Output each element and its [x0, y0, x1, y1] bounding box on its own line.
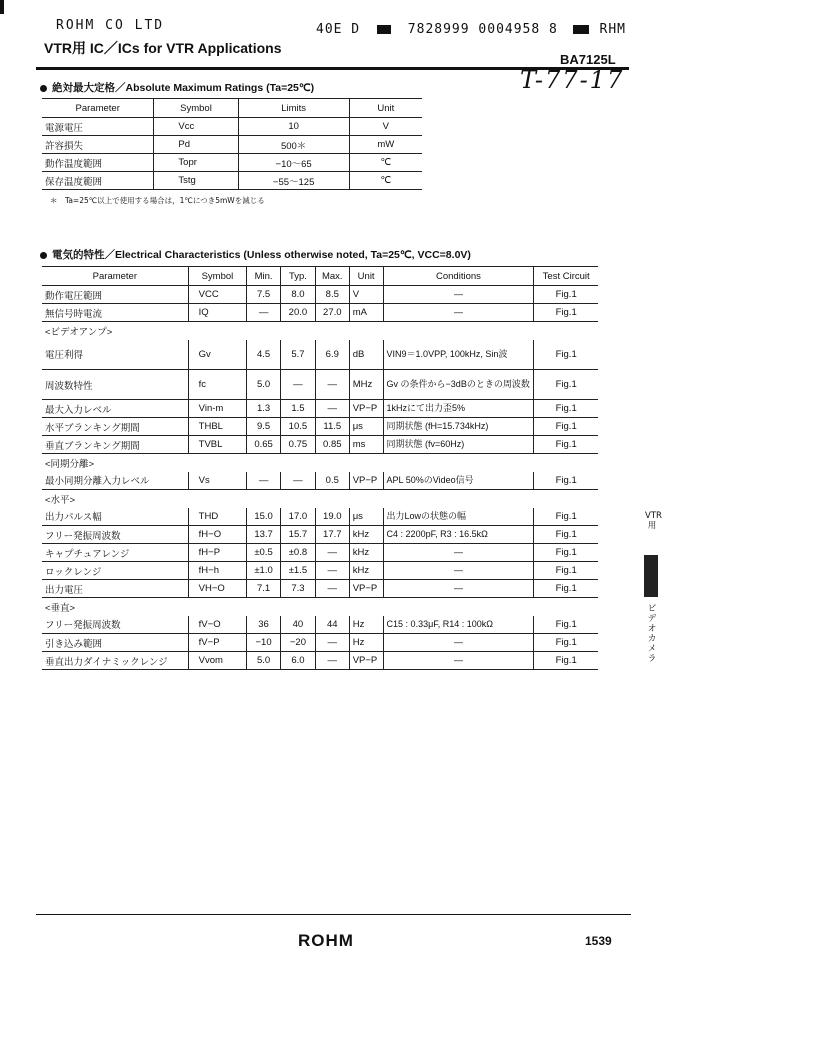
subheading: <ビデオアンプ>	[45, 326, 113, 338]
cell-symbol: fH−O	[188, 526, 246, 544]
cell-conditions: —	[383, 652, 534, 670]
header-code	[316, 22, 626, 37]
cell-conditions: VIN9＝1.0VPP, 100kHz, Sin波	[383, 340, 534, 370]
cell-symbol: Vin-m	[188, 400, 246, 418]
cell-unit: mA	[349, 304, 383, 322]
cell-param: 出力電圧	[42, 580, 188, 598]
cell-typ: ±0.8	[280, 544, 315, 562]
cell-conditions: Gv の条件から−3dBのときの周波数	[383, 370, 534, 400]
cell-max: —	[315, 544, 349, 562]
table-row	[42, 172, 422, 190]
cell-limit: −10〜65	[238, 154, 349, 172]
cell-param: 周波数特性	[42, 370, 188, 400]
cell-unit: ℃	[349, 154, 422, 172]
cell-unit: V	[349, 286, 383, 304]
col-header: Limits	[238, 99, 349, 118]
table-subheading-row	[42, 598, 598, 616]
abs-max-table	[42, 98, 422, 190]
table-row	[42, 562, 598, 580]
cell-param: 垂直出力ダイナミックレンジ	[42, 652, 188, 670]
header-code-2: 7828999 0004958 8	[407, 22, 558, 37]
cell-min: 5.0	[247, 652, 281, 670]
elec-section-title	[40, 247, 471, 262]
cell-conditions: 出力Lowの状態の幅	[383, 508, 534, 526]
cell-symbol: fc	[188, 370, 246, 400]
cell-max: 27.0	[315, 304, 349, 322]
table-row	[42, 418, 598, 436]
table-row	[42, 340, 598, 370]
cell-test-circuit: Fig.1	[534, 508, 598, 526]
table-row	[42, 472, 598, 490]
table-row	[42, 400, 598, 418]
page-number: 1539	[585, 934, 612, 948]
cell-symbol: TVBL	[188, 436, 246, 454]
cell-unit: VP−P	[349, 652, 383, 670]
cell-unit: V	[349, 118, 422, 136]
cell-symbol: THD	[188, 508, 246, 526]
cell-param: 引き込み範囲	[42, 634, 188, 652]
cell-symbol: Vvom	[188, 652, 246, 670]
cell-min: 1.3	[247, 400, 281, 418]
cell-typ: 6.0	[280, 652, 315, 670]
cell-unit: μs	[349, 508, 383, 526]
cell-typ: ±1.5	[280, 562, 315, 580]
cell-test-circuit: Fig.1	[534, 544, 598, 562]
cell-unit: VP−P	[349, 472, 383, 490]
table-row	[42, 580, 598, 598]
cell-conditions: APL 50%のVideo信号	[383, 472, 534, 490]
rohm-logo: ROHM	[298, 931, 354, 950]
cell-test-circuit: Fig.1	[534, 286, 598, 304]
cell-symbol: Pd	[154, 136, 238, 154]
cell-symbol: Vcc	[154, 118, 238, 136]
col-header: Test Circuit	[534, 267, 598, 286]
cell-conditions: 1kHzにて出力歪5%	[383, 400, 534, 418]
cell-test-circuit: Fig.1	[534, 580, 598, 598]
cell-param: 最大入力レベル	[42, 400, 188, 418]
bullet-icon	[40, 252, 47, 259]
cell-symbol: VH−O	[188, 580, 246, 598]
cell-conditions: C15 : 0.33μF, R14 : 100kΩ	[383, 616, 534, 634]
cell-min: 36	[247, 616, 281, 634]
cell-min: 0.65	[247, 436, 281, 454]
cell-param: 垂直ブランキング期間	[42, 436, 188, 454]
table-row	[42, 136, 422, 154]
cell-min: 13.7	[247, 526, 281, 544]
table-row	[42, 616, 598, 634]
header-rhm: RHM	[599, 22, 626, 37]
cell-param: キャプチュアレンジ	[42, 544, 188, 562]
black-block-2	[573, 25, 589, 34]
cell-max: 11.5	[315, 418, 349, 436]
cell-symbol: fV−P	[188, 634, 246, 652]
scan-mark	[0, 0, 4, 14]
cell-conditions: —	[383, 580, 534, 598]
cell-symbol: fV−O	[188, 616, 246, 634]
cell-max: —	[315, 400, 349, 418]
cell-test-circuit: Fig.1	[534, 616, 598, 634]
table-row	[42, 508, 598, 526]
cell-symbol: VCC	[188, 286, 246, 304]
cell-typ: 1.5	[280, 400, 315, 418]
table-row	[42, 544, 598, 562]
black-block	[377, 25, 391, 34]
company-name: ROHM CO LTD	[56, 18, 165, 33]
table-subheading-row	[42, 322, 598, 340]
cell-param: 無信号時電流	[42, 304, 188, 322]
cell-max: —	[315, 562, 349, 580]
cell-min: 4.5	[247, 340, 281, 370]
cell-unit: dB	[349, 340, 383, 370]
side-tab-black-box	[644, 555, 658, 597]
cell-unit: ms	[349, 436, 383, 454]
cell-typ: 8.0	[280, 286, 315, 304]
cell-max: 44	[315, 616, 349, 634]
cell-param: 動作温度範囲	[42, 154, 154, 172]
cell-conditions: —	[383, 562, 534, 580]
cell-unit: μs	[349, 418, 383, 436]
side-tab-vtr: VTR用	[645, 511, 662, 531]
cell-symbol: THBL	[188, 418, 246, 436]
abs-max-title-text: 絶対最大定格／Absolute Maximum Ratings (Ta=25℃)	[52, 82, 315, 94]
cell-limit: 500＊	[238, 136, 349, 154]
cell-conditions: 同期状態 (fv=60Hz)	[383, 436, 534, 454]
col-header: Typ.	[280, 267, 315, 286]
cell-param: 保存温度範囲	[42, 172, 154, 190]
cell-min: 9.5	[247, 418, 281, 436]
cell-test-circuit: Fig.1	[534, 652, 598, 670]
col-header: Unit	[349, 99, 422, 118]
cell-test-circuit: Fig.1	[534, 400, 598, 418]
cell-typ: —	[280, 370, 315, 400]
cell-unit: Hz	[349, 616, 383, 634]
table-row	[42, 286, 598, 304]
cell-typ: 15.7	[280, 526, 315, 544]
cell-unit: ℃	[349, 172, 422, 190]
col-header: Symbol	[154, 99, 238, 118]
cell-unit: kHz	[349, 526, 383, 544]
cell-max: —	[315, 652, 349, 670]
cell-typ: 40	[280, 616, 315, 634]
cell-typ: −20	[280, 634, 315, 652]
cell-symbol: IQ	[188, 304, 246, 322]
header-code-1: 40E D	[316, 22, 361, 37]
cell-typ: —	[280, 472, 315, 490]
col-header: Symbol	[188, 267, 246, 286]
cell-param: 最小同期分離入力レベル	[42, 472, 188, 490]
cell-test-circuit: Fig.1	[534, 436, 598, 454]
cell-test-circuit: Fig.1	[534, 562, 598, 580]
cell-symbol: fH−h	[188, 562, 246, 580]
cell-min: —	[247, 304, 281, 322]
cell-max: 0.5	[315, 472, 349, 490]
cell-limit: −55〜125	[238, 172, 349, 190]
cell-unit: mW	[349, 136, 422, 154]
cell-typ: 20.0	[280, 304, 315, 322]
table-row	[42, 436, 598, 454]
table-subheading-row	[42, 454, 598, 472]
cell-min: −10	[247, 634, 281, 652]
cell-unit: kHz	[349, 544, 383, 562]
abs-max-note: ＊ Ta=25℃以上で使用する場合は，1℃につき5mWを減じる	[50, 196, 265, 205]
cell-symbol: Gv	[188, 340, 246, 370]
cell-symbol: fH−P	[188, 544, 246, 562]
cell-unit: VP−P	[349, 580, 383, 598]
cell-param: 水平ブランキング期間	[42, 418, 188, 436]
table-subheading-row	[42, 490, 598, 508]
cell-min: —	[247, 472, 281, 490]
page-title: VTR用 IC／ICs for VTR Applications	[44, 40, 282, 56]
elec-title-text: 電気的特性／Electrical Characteristics (Unless otherwise noted, Ta=25℃, VCC=8.0V)	[52, 249, 471, 261]
cell-test-circuit: Fig.1	[534, 304, 598, 322]
cell-unit: VP−P	[349, 400, 383, 418]
cell-test-circuit: Fig.1	[534, 472, 598, 490]
cell-typ: 10.5	[280, 418, 315, 436]
cell-max: —	[315, 634, 349, 652]
cell-param: フリー発振周波数	[42, 616, 188, 634]
cell-param: 出力パルス幅	[42, 508, 188, 526]
cell-limit: 10	[238, 118, 349, 136]
cell-typ: 7.3	[280, 580, 315, 598]
subheading: <同期分離>	[45, 458, 95, 470]
cell-unit: Hz	[349, 634, 383, 652]
cell-min: 7.5	[247, 286, 281, 304]
table-row	[42, 634, 598, 652]
cell-max: —	[315, 370, 349, 400]
cell-symbol: Tstg	[154, 172, 238, 190]
cell-param: 電圧利得	[42, 340, 188, 370]
cell-min: ±0.5	[247, 544, 281, 562]
table-row	[42, 304, 598, 322]
cell-conditions: —	[383, 634, 534, 652]
col-header: Parameter	[42, 99, 154, 118]
cell-symbol: Topr	[154, 154, 238, 172]
cell-test-circuit: Fig.1	[534, 634, 598, 652]
elec-table	[42, 266, 598, 670]
cell-conditions: —	[383, 544, 534, 562]
side-tab-camera: ビデオカメラ	[647, 604, 657, 664]
table-row	[42, 118, 422, 136]
part-number: BA7125L	[560, 52, 616, 67]
cell-min: 15.0	[247, 508, 281, 526]
handwritten-note: T-77-17	[520, 66, 625, 94]
abs-max-section-title	[40, 80, 314, 95]
cell-test-circuit: Fig.1	[534, 370, 598, 400]
cell-param: 許容損失	[42, 136, 154, 154]
cell-min: 5.0	[247, 370, 281, 400]
cell-max: 0.85	[315, 436, 349, 454]
cell-param: ロックレンジ	[42, 562, 188, 580]
cell-symbol: Vs	[188, 472, 246, 490]
col-header: Conditions	[383, 267, 534, 286]
footer-rule	[36, 914, 631, 915]
col-header: Min.	[247, 267, 281, 286]
cell-conditions: —	[383, 304, 534, 322]
table-row	[42, 652, 598, 670]
subheading: <垂直>	[45, 602, 76, 614]
cell-conditions: —	[383, 286, 534, 304]
cell-test-circuit: Fig.1	[534, 418, 598, 436]
cell-min: ±1.0	[247, 562, 281, 580]
cell-test-circuit: Fig.1	[534, 340, 598, 370]
cell-max: 8.5	[315, 286, 349, 304]
cell-param: 動作電圧範囲	[42, 286, 188, 304]
col-header: Unit	[349, 267, 383, 286]
cell-unit: MHz	[349, 370, 383, 400]
col-header: Max.	[315, 267, 349, 286]
table-row	[42, 526, 598, 544]
cell-max: 17.7	[315, 526, 349, 544]
bullet-icon	[40, 85, 47, 92]
cell-param: 電源電圧	[42, 118, 154, 136]
subheading: <水平>	[45, 494, 76, 506]
cell-test-circuit: Fig.1	[534, 526, 598, 544]
table-row	[42, 154, 422, 172]
cell-min: 7.1	[247, 580, 281, 598]
cell-param: フリー発振周波数	[42, 526, 188, 544]
cell-typ: 17.0	[280, 508, 315, 526]
cell-unit: kHz	[349, 562, 383, 580]
cell-typ: 5.7	[280, 340, 315, 370]
cell-typ: 0.75	[280, 436, 315, 454]
table-row	[42, 370, 598, 400]
cell-max: 6.9	[315, 340, 349, 370]
cell-conditions: 同期状態 (fH=15.734kHz)	[383, 418, 534, 436]
cell-conditions: C4 : 2200pF, R3 : 16.5kΩ	[383, 526, 534, 544]
col-header: Parameter	[42, 267, 188, 286]
cell-max: —	[315, 580, 349, 598]
cell-max: 19.0	[315, 508, 349, 526]
